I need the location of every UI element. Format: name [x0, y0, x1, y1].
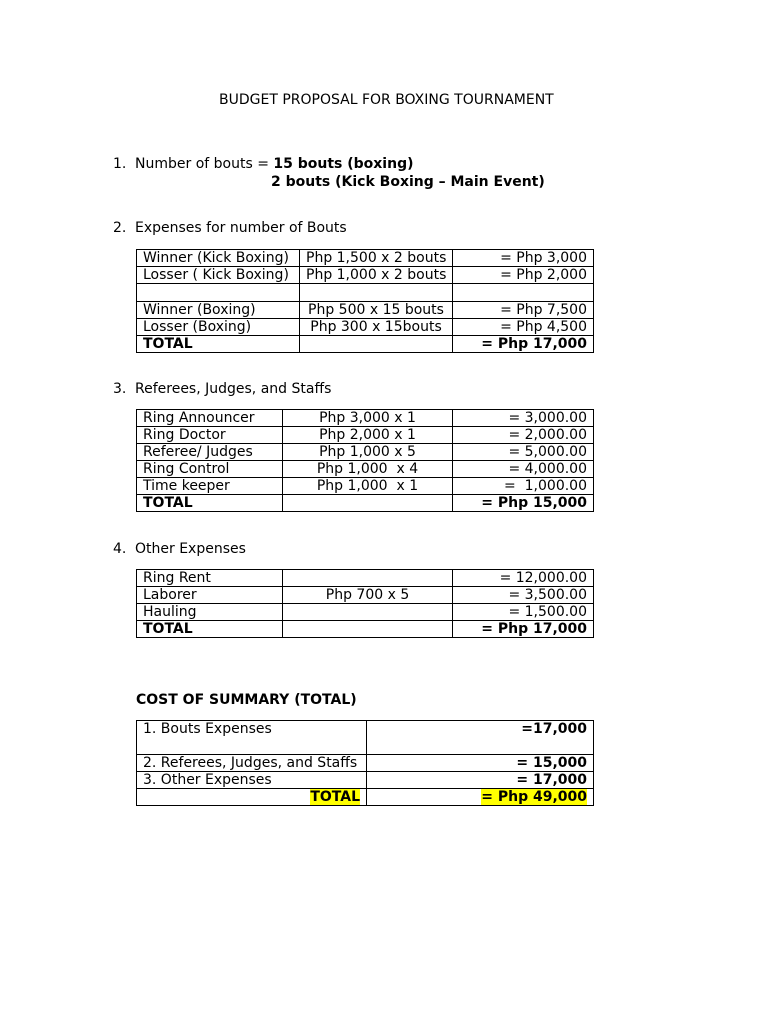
section-1-number: 1. — [113, 156, 127, 172]
rate-cell: Php 1,000 x 2 bouts — [300, 267, 453, 284]
section-3-number: 3. — [113, 381, 127, 397]
table-row — [137, 267, 594, 284]
item-cell: Winner (Boxing) — [137, 302, 300, 319]
item-cell — [137, 284, 300, 302]
amount-cell: = Php 2,000 — [453, 267, 594, 284]
total-amount-cell: = Php 17,000 — [453, 621, 594, 638]
document-title: BUDGET PROPOSAL FOR BOXING TOURNAMENT — [219, 92, 554, 108]
rate-cell — [300, 284, 453, 302]
summary-amount-cell: = 15,000 — [367, 755, 594, 772]
amount-cell: = 4,000.00 — [453, 461, 594, 478]
table-row — [137, 587, 594, 604]
amount-cell: = Php 4,500 — [453, 319, 594, 336]
rate-cell: Php 1,000 x 5 — [283, 444, 453, 461]
item-cell: Ring Control — [137, 461, 283, 478]
table-row — [137, 444, 594, 461]
table-row — [137, 319, 594, 336]
rate-cell: Php 700 x 5 — [283, 587, 453, 604]
rate-cell: Php 1,000 x 1 — [283, 478, 453, 495]
rate-cell: Php 300 x 15bouts — [300, 319, 453, 336]
rate-cell — [300, 336, 453, 353]
table-row — [137, 250, 594, 267]
summary-item-cell: 3. Other Expenses — [137, 772, 367, 789]
summary-total-label: TOTAL — [310, 789, 360, 805]
total-label-cell: TOTAL — [137, 336, 300, 353]
table-row-blank — [137, 284, 594, 302]
amount-cell: = 2,000.00 — [453, 427, 594, 444]
item-cell: Time keeper — [137, 478, 283, 495]
bouts-value-line1: 15 bouts (boxing) — [273, 156, 414, 172]
summary-item-cell: 1. Bouts Expenses — [137, 721, 367, 755]
amount-cell: = 5,000.00 — [453, 444, 594, 461]
bouts-label: Number of bouts = — [135, 156, 274, 172]
table-row — [137, 461, 594, 478]
amount-cell: = 12,000.00 — [453, 570, 594, 587]
item-cell: Hauling — [137, 604, 283, 621]
summary-total-label-cell — [137, 789, 367, 806]
summary-table — [136, 720, 594, 806]
item-cell: Laborer — [137, 587, 283, 604]
item-cell: Ring Announcer — [137, 410, 283, 427]
summary-total-amount-cell — [367, 789, 594, 806]
item-cell: Losser (Boxing) — [137, 319, 300, 336]
bouts-value-line2: 2 bouts (Kick Boxing – Main Event) — [271, 174, 545, 190]
rate-cell — [283, 570, 453, 587]
other-expenses-table — [136, 569, 594, 638]
table-row-total — [137, 621, 594, 638]
summary-total-amount: = Php 49,000 — [481, 789, 587, 805]
rate-cell — [283, 621, 453, 638]
item-cell: Losser ( Kick Boxing) — [137, 267, 300, 284]
table-row-total — [137, 336, 594, 353]
amount-cell: = 3,000.00 — [453, 410, 594, 427]
bouts-expenses-table — [136, 249, 594, 353]
summary-item-cell: 2. Referees, Judges, and Staffs — [137, 755, 367, 772]
amount-cell: = 1,500.00 — [453, 604, 594, 621]
table-row — [137, 427, 594, 444]
staff-expenses-table — [136, 409, 594, 512]
table-row — [137, 604, 594, 621]
section-4-number: 4. — [113, 541, 127, 557]
table-row — [137, 570, 594, 587]
table-row — [137, 478, 594, 495]
item-cell: Ring Rent — [137, 570, 283, 587]
section-2-heading: Expenses for number of Bouts — [135, 220, 347, 236]
rate-cell — [283, 604, 453, 621]
item-cell: Winner (Kick Boxing) — [137, 250, 300, 267]
table-row — [137, 772, 594, 789]
amount-cell — [453, 284, 594, 302]
table-row — [137, 302, 594, 319]
summary-amount-cell: =17,000 — [367, 721, 594, 755]
table-row-total — [137, 495, 594, 512]
amount-cell: = Php 3,000 — [453, 250, 594, 267]
rate-cell — [283, 495, 453, 512]
item-cell: Referee/ Judges — [137, 444, 283, 461]
section-4-heading: Other Expenses — [135, 541, 246, 557]
rate-cell: Php 1,500 x 2 bouts — [300, 250, 453, 267]
total-amount-cell: = Php 17,000 — [453, 336, 594, 353]
rate-cell: Php 2,000 x 1 — [283, 427, 453, 444]
amount-cell: = 1,000.00 — [453, 478, 594, 495]
total-label-cell: TOTAL — [137, 495, 283, 512]
item-cell: Ring Doctor — [137, 427, 283, 444]
table-row — [137, 410, 594, 427]
summary-amount-cell: = 17,000 — [367, 772, 594, 789]
table-row — [137, 721, 594, 755]
summary-heading: COST OF SUMMARY (TOTAL) — [136, 692, 357, 708]
section-3-heading: Referees, Judges, and Staffs — [135, 381, 332, 397]
section-1-label — [135, 156, 414, 173]
rate-cell: Php 1,000 x 4 — [283, 461, 453, 478]
amount-cell: = Php 7,500 — [453, 302, 594, 319]
rate-cell: Php 500 x 15 bouts — [300, 302, 453, 319]
rate-cell: Php 3,000 x 1 — [283, 410, 453, 427]
section-2-number: 2. — [113, 220, 127, 236]
total-amount-cell: = Php 15,000 — [453, 495, 594, 512]
table-row-total — [137, 789, 594, 806]
total-label-cell: TOTAL — [137, 621, 283, 638]
table-row — [137, 755, 594, 772]
amount-cell: = 3,500.00 — [453, 587, 594, 604]
